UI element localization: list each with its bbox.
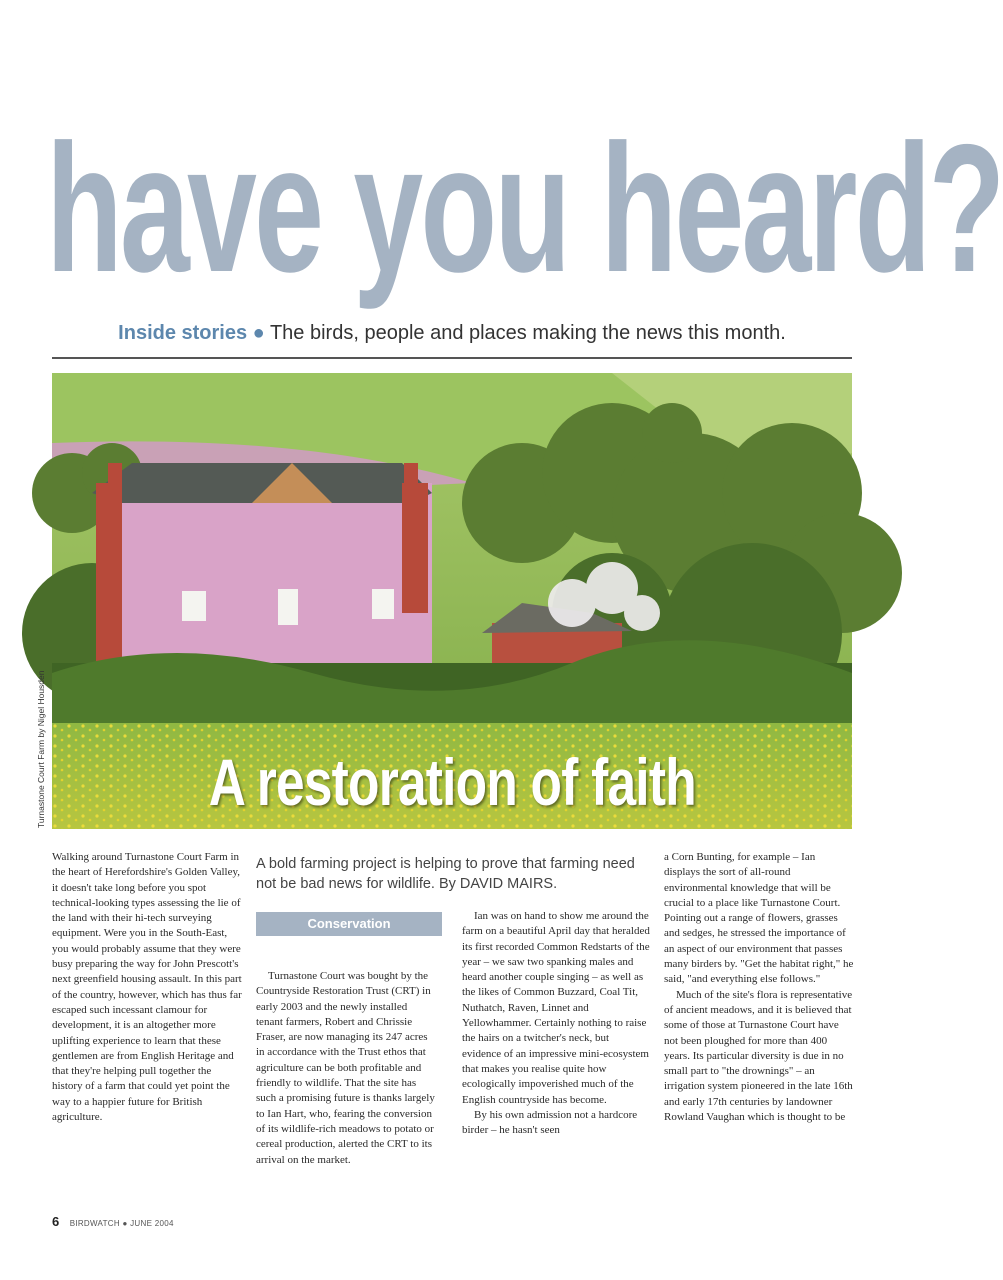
divider-rule (52, 357, 852, 359)
section-kicker: Inside stories (118, 322, 248, 344)
subheading (0, 322, 904, 345)
page-number: 6 (52, 1214, 60, 1229)
tagline: The birds, people and places making the news this month. (269, 322, 786, 344)
article-column-4 (664, 850, 854, 1125)
publication-line: BIRDWATCH ● JUNE 2004 (69, 1219, 174, 1228)
page-footer (52, 1213, 174, 1231)
paragraph: Turnastone Court was bought by the Countryside Restoration Trust (CRT) in early 2003 and the newly installed tenant farmers, Robert and Chrissie Fraser, are now managing its 247 acres in accordance with the Trust ethos that agriculture can be both profitable and friendly to wildlife. That the site has such a promising future is thanks largely to Ian Hart, who, fearing the conversion of its wildlife-rich meadows to potato or cereal production, alerted the CRT to its arrival on the market. (256, 970, 435, 1166)
paragraph: Walking around Turnastone Court Farm in the heart of Herefordshire's Golden Valley, it doesn't take long before you spot technical-looking types assessing the lie of the land with their hi-tech surveying equipment. Were you in the South-East, you would probably assume that they were busy preparing the way for John Prescott's next greenfield housing assault. In this part of the country, however, which has thus far escaped such incessant clamour for development, it is an altogether more uplifting experience to learn that these gentlemen are from English Heritage and that they're helping pull together the history of a farm that could yet point the way to a happier future for British agriculture. (52, 851, 242, 1124)
photo-credit: Turnastone Court Farm by Nigel Housden (36, 670, 46, 828)
bullet-separator: ● (252, 322, 265, 344)
masthead-title: have you heard? (46, 106, 1003, 310)
article-column-1 (52, 850, 242, 1125)
paragraph: a Corn Bunting, for example – Ian displays the sort of all-round environmental knowledge that will be crucial to a place like Turnastone Court. Pointing out a range of flowers, grasses and sedges, he stressed the importance of an aspect of our environment that passes many birders by. "Get the habitat right," he said, "and everything else follows." (664, 851, 854, 986)
section-label: Conservation (256, 912, 442, 936)
standfirst: A bold farming project is helping to prove that farming need not be bad news for wildlife. By DAVID MAIRS. (256, 856, 635, 892)
paragraph: Ian was on hand to show me around the farm on a beautiful April day that heralded its first recorded Common Redstarts of the year – we saw two spanking males and heard another couple singing – as well as the likes of Common Buzzard, Coal Tit, Nuthatch, Raven, Linnet and Yellowhammer. Certainly nothing to raise the hairs on a twitcher's neck, but evidence of an impressive mini-ecosystem that makes you realise quite how ecologically impoverished much of the English countryside has become. (462, 910, 650, 1106)
paragraph: By his own admission not a hardcore birder – he hasn't seen (462, 1108, 638, 1137)
paragraph: Much of the site's flora is representative of ancient meadows, and it is believed that some of those at Turnastone Court have not been ploughed for more than 400 years. Its particular diversity is due in no small part to "the drownings" – an irrigation system pioneered in the late 16th and early 17th centuries by landowner Rowland Vaughan which is thought to be (664, 988, 853, 1124)
article-column-3 (462, 909, 650, 1138)
photo-headline: A restoration of faith (208, 745, 696, 819)
article-column-2 (256, 969, 436, 1168)
